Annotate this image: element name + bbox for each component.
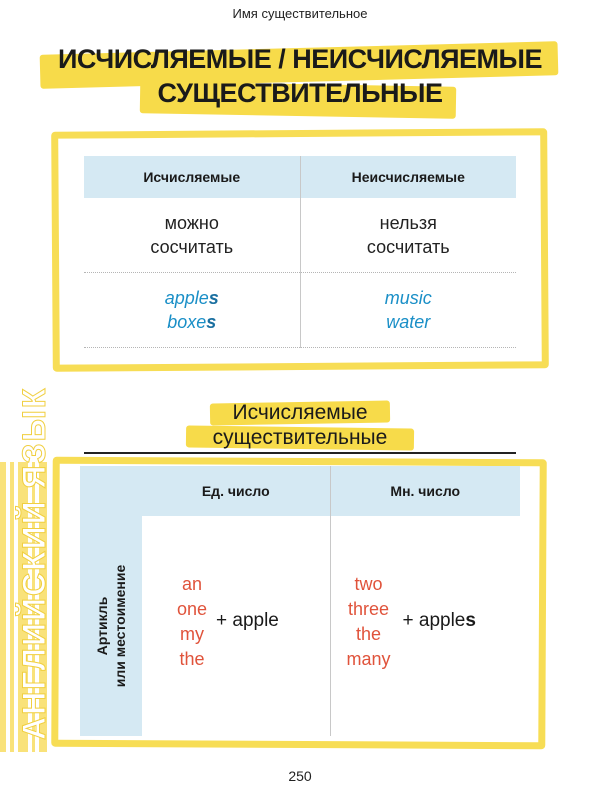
plural-result: + apples [402,610,476,631]
side-label: АНГЛИЙСКИЙ ЯЗЫК [16,386,52,740]
divider-rule [84,452,516,454]
running-head: Имя существительное [232,6,368,21]
row-header-line-2: или местоимение [112,564,128,688]
row-header-line-1: Артикль [94,596,110,656]
uncountable-meaning: нельзя сосчитать [300,198,516,273]
singular-cell [142,516,330,736]
countable-vs-uncountable-table [84,156,516,348]
header-singular: Ед. число [142,466,330,516]
table-corner [80,466,142,516]
uncountable-examples: music water [300,273,516,348]
plural-words: two three the many [346,574,391,669]
plural-cell [330,516,520,736]
page-title [0,42,600,110]
countable-examples: apples boxes [84,273,300,348]
page-number: 250 [288,768,312,784]
row-header [80,516,142,736]
title-line-2: СУЩЕСТВИТЕЛЬНЫЕ [157,78,443,108]
title-line-1: ИСЧИСЛЯЕМЫЕ / НЕИСЧИСЛЯЕМЫЕ [58,44,542,74]
articles-table [80,466,520,736]
header-uncountable: Неисчисляемые [300,156,516,198]
header-countable: Исчисляемые [84,156,300,198]
header-plural: Мн. число [330,466,520,516]
countable-meaning: можно сосчитать [84,198,300,273]
singular-words: an one my the [176,574,208,669]
section-subtitle [0,400,600,450]
subtitle-line-1: Исчисляемые [232,401,368,424]
singular-result: + apple [216,610,279,631]
subtitle-line-2: существительные [212,426,388,449]
